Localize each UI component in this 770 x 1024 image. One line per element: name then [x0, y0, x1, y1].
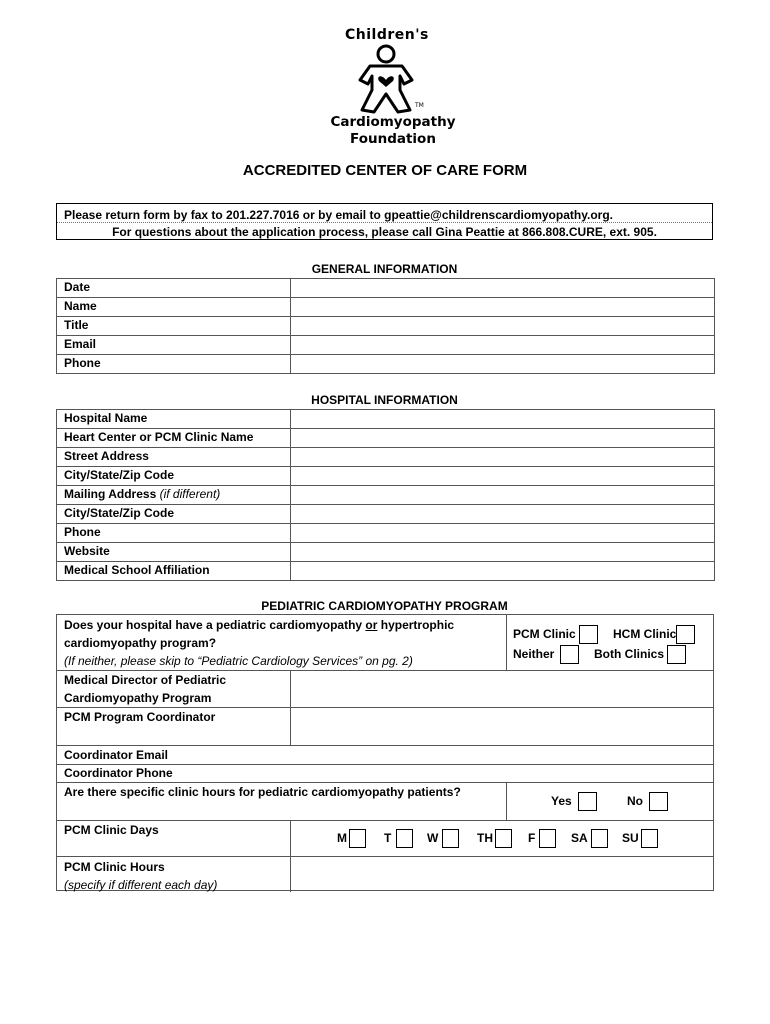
clinic-hours-field[interactable] [291, 857, 713, 891]
table-row [57, 410, 715, 429]
page-title: ACCREDITED CENTER OF CARE FORM [242, 162, 528, 179]
hcm-clinic-checkbox[interactable] [676, 625, 695, 644]
table-row [57, 486, 715, 505]
table-row [57, 467, 715, 486]
pcm-program-heading: PEDIATRIC CARDIOMYOPATHY PROGRAM [261, 599, 508, 613]
day-option-wednesday [427, 829, 459, 848]
return-instructions-line: Please return form by fax to 201.227.7016 or by email to gpeattie@childrenscardiomyopathy.org. [64, 208, 613, 222]
field-label: City/State/Zip Code [57, 467, 291, 486]
clinic-hours-note: (specify if different each day) [64, 878, 218, 892]
day-label: W [427, 831, 439, 845]
clinic-name-field[interactable] [291, 429, 715, 448]
option-both-clinics [594, 645, 686, 664]
field-label: PCM Program Coordinator [64, 710, 216, 724]
table-row [57, 543, 715, 562]
thursday-checkbox[interactable] [495, 829, 512, 848]
field-label: Medical Director of Pediatric [64, 673, 227, 687]
option-label: Yes [551, 794, 572, 808]
day-option-tuesday [384, 829, 413, 848]
email-field[interactable] [291, 336, 715, 355]
question-text: Does your hospital have a pediatric cardiomyopathy [64, 618, 366, 632]
clinic-hours-question: Are there specific clinic hours for pediatric cardiomyopathy patients? [64, 785, 461, 799]
field-label: Title [57, 317, 291, 336]
table-row [57, 505, 715, 524]
field-label: Cardiomyopathy Program [64, 691, 212, 705]
option-label: HCM Clinic [613, 627, 677, 641]
date-field[interactable] [291, 279, 715, 298]
friday-checkbox[interactable] [539, 829, 556, 848]
medical-school-field[interactable] [291, 562, 715, 581]
field-label [57, 486, 291, 505]
option-yes [551, 792, 597, 811]
table-row [57, 429, 715, 448]
no-checkbox[interactable] [649, 792, 668, 811]
day-label: T [384, 831, 392, 845]
hospital-information-heading: HOSPITAL INFORMATION [311, 393, 458, 407]
day-label: M [337, 831, 347, 845]
divider [506, 615, 507, 670]
table-row [57, 336, 715, 355]
table-row [57, 562, 715, 581]
website-field[interactable] [291, 543, 715, 562]
phone-field[interactable] [291, 355, 715, 374]
day-label: SU [622, 831, 639, 845]
mailing-address-note: (if different) [159, 487, 221, 501]
day-option-monday [337, 829, 366, 848]
mailing-address-label: Mailing Address [64, 487, 157, 501]
option-neither [513, 645, 579, 664]
field-label: Name [57, 298, 291, 317]
monday-checkbox[interactable] [349, 829, 366, 848]
questions-contact-line: For questions about the application process, please call Gina Peattie at 866.808.CURE, ext. 905. [112, 225, 657, 239]
coordinator-field[interactable] [291, 708, 713, 745]
day-option-friday [528, 829, 556, 848]
name-field[interactable] [291, 298, 715, 317]
general-information-table [56, 278, 715, 374]
day-option-thursday [477, 829, 512, 848]
divider [57, 222, 712, 223]
field-label: PCM Clinic Hours [64, 860, 165, 874]
logo-text-childrens: Children's [345, 27, 429, 43]
table-row [57, 279, 715, 298]
divider [506, 782, 507, 820]
field-label: Street Address [57, 448, 291, 467]
yes-checkbox[interactable] [578, 792, 597, 811]
question-text-or: or [365, 618, 378, 632]
hospital-information-table [56, 409, 715, 581]
hospital-name-field[interactable] [291, 410, 715, 429]
field-label: Email [57, 336, 291, 355]
field-label: Heart Center or PCM Clinic Name [57, 429, 291, 448]
tuesday-checkbox[interactable] [396, 829, 413, 848]
street-address-field[interactable] [291, 448, 715, 467]
option-label: Neither [513, 647, 555, 661]
neither-checkbox[interactable] [560, 645, 579, 664]
city-state-zip-field[interactable] [291, 467, 715, 486]
field-label: City/State/Zip Code [57, 505, 291, 524]
mailing-address-field[interactable] [291, 486, 715, 505]
return-instructions-box [56, 203, 713, 240]
table-row [57, 448, 715, 467]
day-label: SA [571, 831, 588, 845]
field-label: Hospital Name [57, 410, 291, 429]
field-label: Coordinator Email [64, 748, 169, 762]
field-label: PCM Clinic Days [64, 823, 159, 837]
option-label: No [627, 794, 643, 808]
hospital-phone-field[interactable] [291, 524, 715, 543]
table-row [57, 298, 715, 317]
logo-text-foundation: Foundation [350, 131, 436, 147]
field-label: Date [57, 279, 291, 298]
field-label: Medical School Affiliation [57, 562, 291, 581]
question-text: hypertrophic [377, 618, 455, 632]
table-row [57, 355, 715, 374]
option-pcm-clinic [513, 625, 598, 644]
day-option-sunday [622, 829, 658, 848]
logo-text-cardiomyopathy: Cardiomyopathy [330, 114, 456, 130]
question-text: cardiomyopathy program? [64, 636, 217, 650]
day-label: F [528, 831, 536, 845]
day-label: TH [477, 831, 493, 845]
option-label: PCM Clinic [513, 627, 576, 641]
general-information-heading: GENERAL INFORMATION [311, 262, 458, 276]
day-option-saturday [571, 829, 608, 848]
question-skip-note: (If neither, please skip to “Pediatric Cardiology Services” on pg. 2) [64, 654, 413, 668]
field-label: Phone [57, 355, 291, 374]
pcm-program-question [64, 616, 454, 634]
option-hcm-clinic [613, 625, 695, 644]
option-no [627, 792, 668, 811]
table-row [57, 524, 715, 543]
field-label: Website [57, 543, 291, 562]
medical-director-field[interactable] [291, 671, 713, 707]
field-label: Coordinator Phone [64, 766, 173, 780]
table-row [57, 317, 715, 336]
mailing-city-state-zip-field[interactable] [291, 505, 715, 524]
title-field[interactable] [291, 317, 715, 336]
saturday-checkbox[interactable] [591, 829, 608, 848]
option-label: Both Clinics [594, 647, 665, 661]
child-figure-heart-icon [346, 40, 426, 116]
logo-trademark: TM [415, 102, 424, 109]
field-label: Phone [57, 524, 291, 543]
foundation-logo [318, 22, 468, 150]
both-clinics-checkbox[interactable] [667, 645, 686, 664]
wednesday-checkbox[interactable] [442, 829, 459, 848]
pcm-clinic-checkbox[interactable] [579, 625, 598, 644]
sunday-checkbox[interactable] [641, 829, 658, 848]
pcm-program-table [56, 614, 714, 891]
